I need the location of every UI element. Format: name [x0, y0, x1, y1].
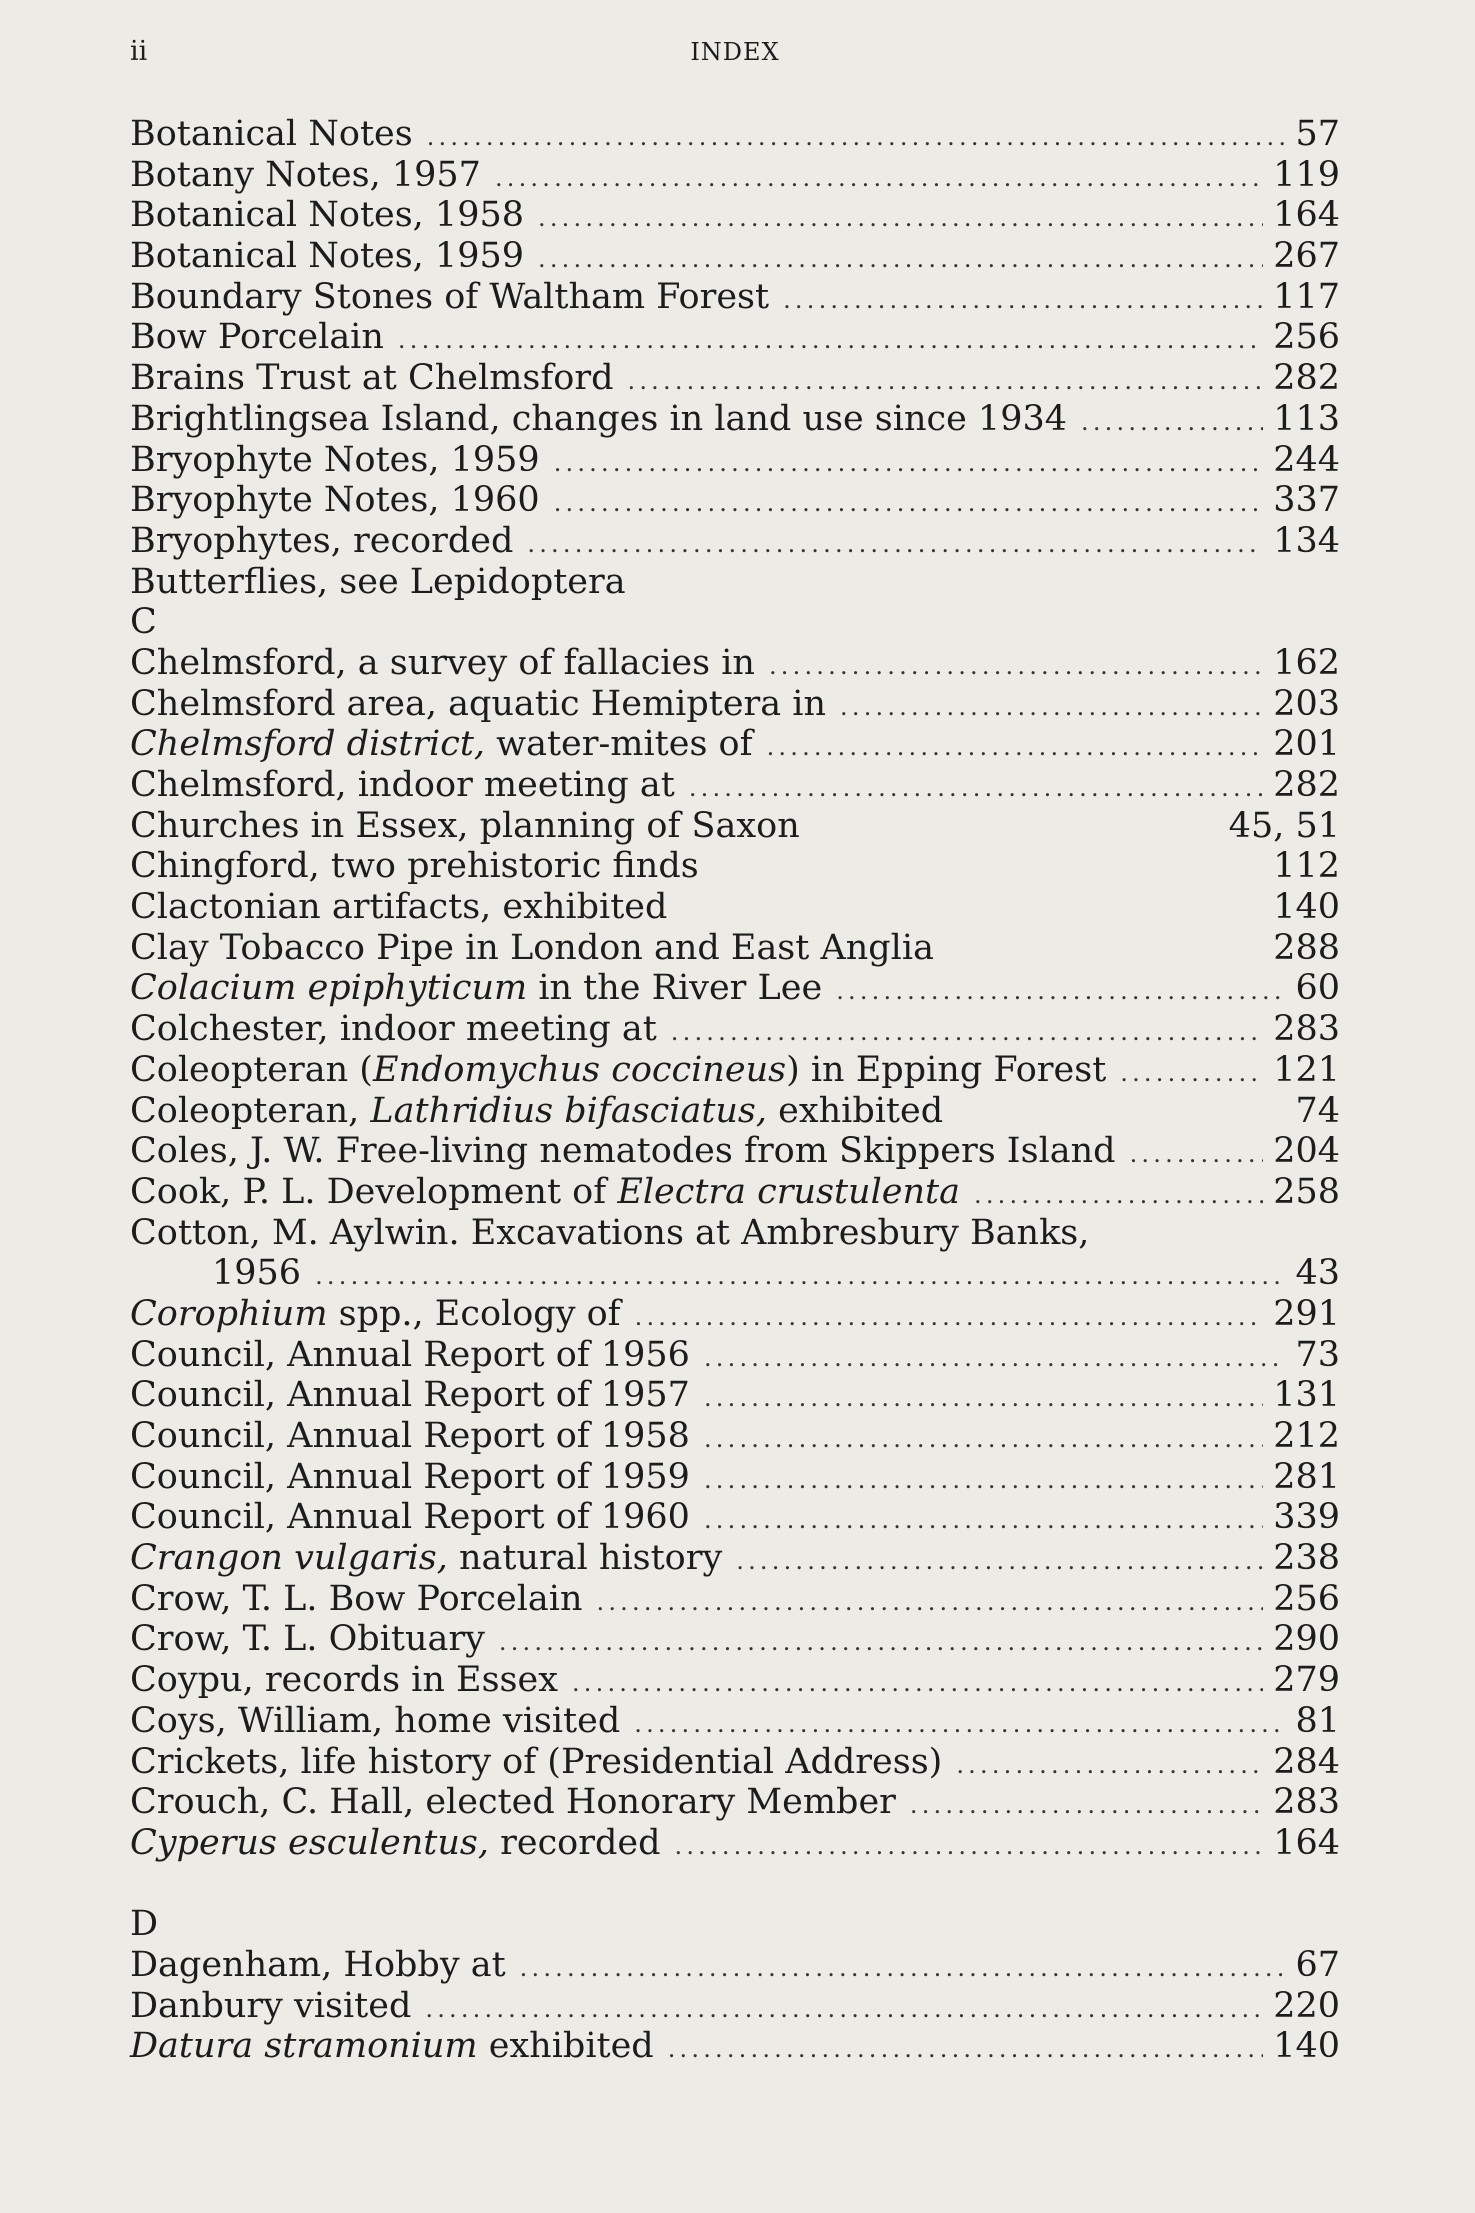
- entry-title: Chelmsford, a survey of fallacies in: [130, 642, 755, 683]
- entry-page-number: 283: [1273, 1782, 1340, 1823]
- index-entry: [130, 1253, 1340, 1294]
- entry-title: Bryophyte Notes, 1960: [130, 480, 540, 521]
- index-entry: [130, 724, 1340, 765]
- entry-page-number: 81: [1295, 1700, 1340, 1741]
- entry-title: Council, Annual Report of 1956: [130, 1334, 690, 1375]
- entry-title: Botanical Notes: [130, 114, 413, 154]
- entry-page-number: 164: [1273, 1822, 1340, 1863]
- entry-page-number: 67: [1295, 1944, 1340, 1985]
- index-entry: [130, 1172, 1340, 1213]
- entry-title: Crow, T. L. Bow Porcelain: [130, 1578, 583, 1619]
- entry-title: Bryophyte Notes, 1959: [130, 439, 540, 480]
- index-entry: [130, 1742, 1340, 1783]
- entry-page-number: 212: [1273, 1416, 1340, 1456]
- index-entry: [130, 1416, 1340, 1457]
- index-entry: [130, 887, 1340, 928]
- dot-leader: [836, 971, 1285, 1012]
- index-entry: [130, 1579, 1340, 1620]
- dot-leader: [527, 524, 1263, 565]
- index-entry: [130, 1986, 1340, 2027]
- index-entry: [130, 317, 1340, 358]
- dot-leader: [398, 320, 1263, 361]
- entry-title: Council, Annual Report of 1960: [130, 1497, 690, 1538]
- index-entry: [130, 236, 1340, 277]
- dot-leader: [704, 1338, 1286, 1379]
- running-head: INDEX: [690, 38, 780, 66]
- dot-leader: [425, 1989, 1263, 2030]
- entry-page-number: 291: [1273, 1293, 1340, 1334]
- entry-title: Dagenham, Hobby at: [130, 1944, 506, 1985]
- entry-page-number: 131: [1273, 1375, 1340, 1416]
- dot-leader: [427, 117, 1286, 158]
- index-entry: [130, 1538, 1340, 1579]
- index-entry: [130, 1213, 1340, 1254]
- dot-leader: [956, 1745, 1263, 1786]
- entry-page-number: 279: [1273, 1660, 1340, 1701]
- entry-page-number: 256: [1273, 317, 1340, 358]
- entry-page-number: 267: [1273, 236, 1340, 277]
- dot-leader: [538, 239, 1263, 280]
- index-entry: [130, 155, 1340, 196]
- entry-title: Council, Annual Report of 1958: [130, 1416, 690, 1456]
- dot-leader: [520, 1948, 1286, 1989]
- entry-page-number: 238: [1273, 1538, 1340, 1579]
- entry-page-number: 117: [1273, 276, 1340, 317]
- entry-title: Chelmsford area, aquatic Hemiptera in: [130, 683, 827, 724]
- entry-page-number: 140: [1273, 2026, 1340, 2067]
- dot-leader: [675, 1826, 1264, 1867]
- entry-page-number: 244: [1273, 439, 1340, 480]
- index-entry: [130, 1131, 1340, 1172]
- entry-title: Chelmsford district, water-mites of: [130, 724, 753, 765]
- entry-page-number: 337: [1273, 480, 1340, 521]
- entry-title: Bryophytes, recorded: [130, 520, 514, 561]
- entry-page-number: 121: [1273, 1049, 1340, 1090]
- entry-page-number: 113: [1273, 398, 1340, 439]
- entry-page-number: 282: [1273, 765, 1340, 805]
- index-entry: [130, 358, 1340, 399]
- entry-page-number: 258: [1273, 1171, 1340, 1212]
- entry-title: Chelmsford, indoor meeting at: [130, 765, 675, 805]
- entry-page-number: 203: [1273, 683, 1340, 724]
- dot-leader: [538, 198, 1263, 239]
- entry-title: Council, Annual Report of 1959: [130, 1456, 690, 1497]
- entry-title: Brains Trust at Chelmsford: [130, 358, 614, 399]
- entry-title: Danbury visited: [130, 1985, 412, 2026]
- dot-leader: [704, 1378, 1263, 1419]
- dot-leader: [315, 1256, 1285, 1297]
- entry-title: Clactonian artifacts, exhibited: [130, 887, 668, 928]
- dot-leader: [704, 1500, 1263, 1541]
- dot-leader: [1130, 1134, 1264, 1175]
- entry-title: Colchester, indoor meeting at: [130, 1009, 657, 1050]
- entry-title: Coleopteran, Lathridius bifasciatus, exhibited: [130, 1090, 944, 1131]
- entry-title: Bow Porcelain: [130, 317, 384, 358]
- dot-leader: [597, 1582, 1264, 1623]
- index-entry: [130, 1701, 1340, 1742]
- entry-title: Coys, William, home visited: [130, 1700, 621, 1741]
- index-entry: [130, 1050, 1340, 1091]
- entry-page-number: 45, 51: [1228, 805, 1340, 846]
- dot-leader: [634, 1704, 1285, 1745]
- index-entry: [130, 1619, 1340, 1660]
- entry-title: Coleopteran (Endomychus coccineus) in Epping Forest: [130, 1049, 1107, 1090]
- entry-title: Crangon vulgaris, natural history: [130, 1538, 723, 1579]
- index-entry: [130, 1375, 1340, 1416]
- entry-title: Clay Tobacco Pipe in London and East Anglia: [130, 927, 934, 968]
- dot-leader: [1081, 402, 1263, 443]
- index-entry: [130, 806, 1340, 847]
- index-entry: [130, 1457, 1340, 1498]
- index-entry: [130, 968, 1340, 1009]
- index-entry: [130, 1660, 1340, 1701]
- dot-leader: [769, 646, 1263, 687]
- index-entries: [130, 114, 1340, 2067]
- entry-title: Boundary Stones of Waltham Forest: [130, 276, 770, 317]
- entry-page-number: 112: [1273, 846, 1340, 887]
- entry-title: Crouch, C. Hall, elected Honorary Member: [130, 1782, 896, 1823]
- entry-page-number: 339: [1273, 1497, 1340, 1538]
- section-letter: C: [130, 602, 157, 643]
- dot-leader: [628, 361, 1264, 402]
- dot-leader: [635, 1297, 1264, 1338]
- entry-title: Chingford, two prehistoric finds: [130, 846, 699, 887]
- index-entry: [130, 684, 1340, 725]
- dot-leader: [910, 1785, 1263, 1826]
- index-entry: [130, 1823, 1340, 1864]
- dot-leader: [495, 158, 1263, 199]
- index-entry: [130, 562, 1340, 603]
- entry-page-number: 60: [1295, 968, 1340, 1009]
- dot-leader: [974, 1175, 1263, 1216]
- entry-page-number: 201: [1273, 724, 1340, 765]
- entry-title: Botany Notes, 1957: [130, 154, 481, 195]
- index-entry: [130, 521, 1340, 562]
- index-entry: [130, 765, 1340, 806]
- dot-leader: [668, 2029, 1263, 2070]
- entry-page-number: 256: [1273, 1578, 1340, 1619]
- entry-page-number: 283: [1273, 1009, 1340, 1050]
- index-entry: [130, 1782, 1340, 1823]
- index-entry: [130, 195, 1340, 236]
- entry-title: Datura stramonium exhibited: [130, 2026, 654, 2067]
- dot-leader: [671, 1012, 1263, 1053]
- entry-title: Cotton, M. Aylwin. Excavations at Ambresbury Banks,: [130, 1212, 1090, 1253]
- entry-page-number: 288: [1273, 927, 1340, 968]
- entry-page-number: 164: [1273, 195, 1340, 236]
- entry-title: Brightlingsea Island, changes in land use since 1934: [130, 398, 1068, 439]
- section-letter: D: [130, 1904, 159, 1945]
- entry-title: Crow, T. L. Obituary: [130, 1619, 485, 1660]
- entry-page-number: 73: [1295, 1334, 1340, 1375]
- page-header: [130, 36, 1340, 76]
- index-entry: [130, 1335, 1340, 1376]
- entry-title: Butterflies, see Lepidoptera: [130, 561, 626, 602]
- entry-title: Crickets, life history of (Presidential Address): [130, 1741, 943, 1782]
- dot-leader: [554, 443, 1264, 484]
- entry-page-number: 57: [1295, 114, 1340, 154]
- entry-page-number: 43: [1295, 1253, 1340, 1294]
- entry-title: Coles, J. W. Free-living nematodes from Skippers Island: [130, 1131, 1116, 1172]
- dot-leader: [704, 1419, 1263, 1460]
- index-entry: [130, 440, 1340, 481]
- index-entry: [130, 277, 1340, 318]
- entry-page-number: 281: [1273, 1456, 1340, 1497]
- entry-page-number: 74: [1295, 1090, 1340, 1131]
- dot-leader: [783, 280, 1263, 321]
- entry-title: 1956: [212, 1253, 302, 1294]
- index-entry: [130, 1497, 1340, 1538]
- entry-page-number: 282: [1273, 358, 1340, 399]
- dot-leader: [736, 1541, 1263, 1582]
- section-gap: [130, 1864, 1340, 1905]
- index-entry: [130, 846, 1340, 887]
- entry-page-number: 134: [1273, 520, 1340, 561]
- entry-page-number: 140: [1273, 887, 1340, 928]
- index-entry: [130, 2026, 1340, 2067]
- entry-title: Churches in Essex, planning of Saxon: [130, 805, 800, 846]
- entry-page-number: 119: [1273, 154, 1340, 195]
- index-entry: [130, 114, 1340, 155]
- index-entry: [130, 1009, 1340, 1050]
- entry-title: Corophium spp., Ecology of: [130, 1293, 621, 1334]
- entry-page-number: 220: [1273, 1985, 1340, 2026]
- index-entry: [130, 480, 1340, 521]
- dot-leader: [499, 1622, 1263, 1663]
- index-entry: [130, 928, 1340, 969]
- index-entry: [130, 1294, 1340, 1335]
- entry-title: Council, Annual Report of 1957: [130, 1375, 690, 1416]
- entry-page-number: 284: [1273, 1741, 1340, 1782]
- dot-leader: [1120, 1053, 1263, 1094]
- entry-title: Botanical Notes, 1959: [130, 236, 525, 277]
- dot-leader: [572, 1663, 1263, 1704]
- index-entry: [130, 399, 1340, 440]
- entry-title: Coypu, records in Essex: [130, 1660, 558, 1701]
- dot-leader: [767, 727, 1264, 768]
- entry-title: Botanical Notes, 1958: [130, 195, 525, 236]
- folio: ii: [130, 36, 148, 67]
- index-entry: [130, 1945, 1340, 1986]
- entry-page-number: 162: [1273, 642, 1340, 683]
- entry-title: Cook, P. L. Development of Electra crustulenta: [130, 1171, 960, 1212]
- dot-leader: [689, 768, 1263, 809]
- entry-title: Colacium epiphyticum in the River Lee: [130, 968, 823, 1009]
- entry-page-number: 290: [1273, 1619, 1340, 1660]
- dot-leader: [704, 1460, 1263, 1501]
- dot-leader: [554, 483, 1264, 524]
- index-entry: [130, 1091, 1340, 1132]
- index-entry: [130, 643, 1340, 684]
- dot-leader: [840, 687, 1263, 728]
- entry-title: Cyperus esculentus, recorded: [130, 1822, 661, 1863]
- entry-page-number: 204: [1273, 1131, 1340, 1172]
